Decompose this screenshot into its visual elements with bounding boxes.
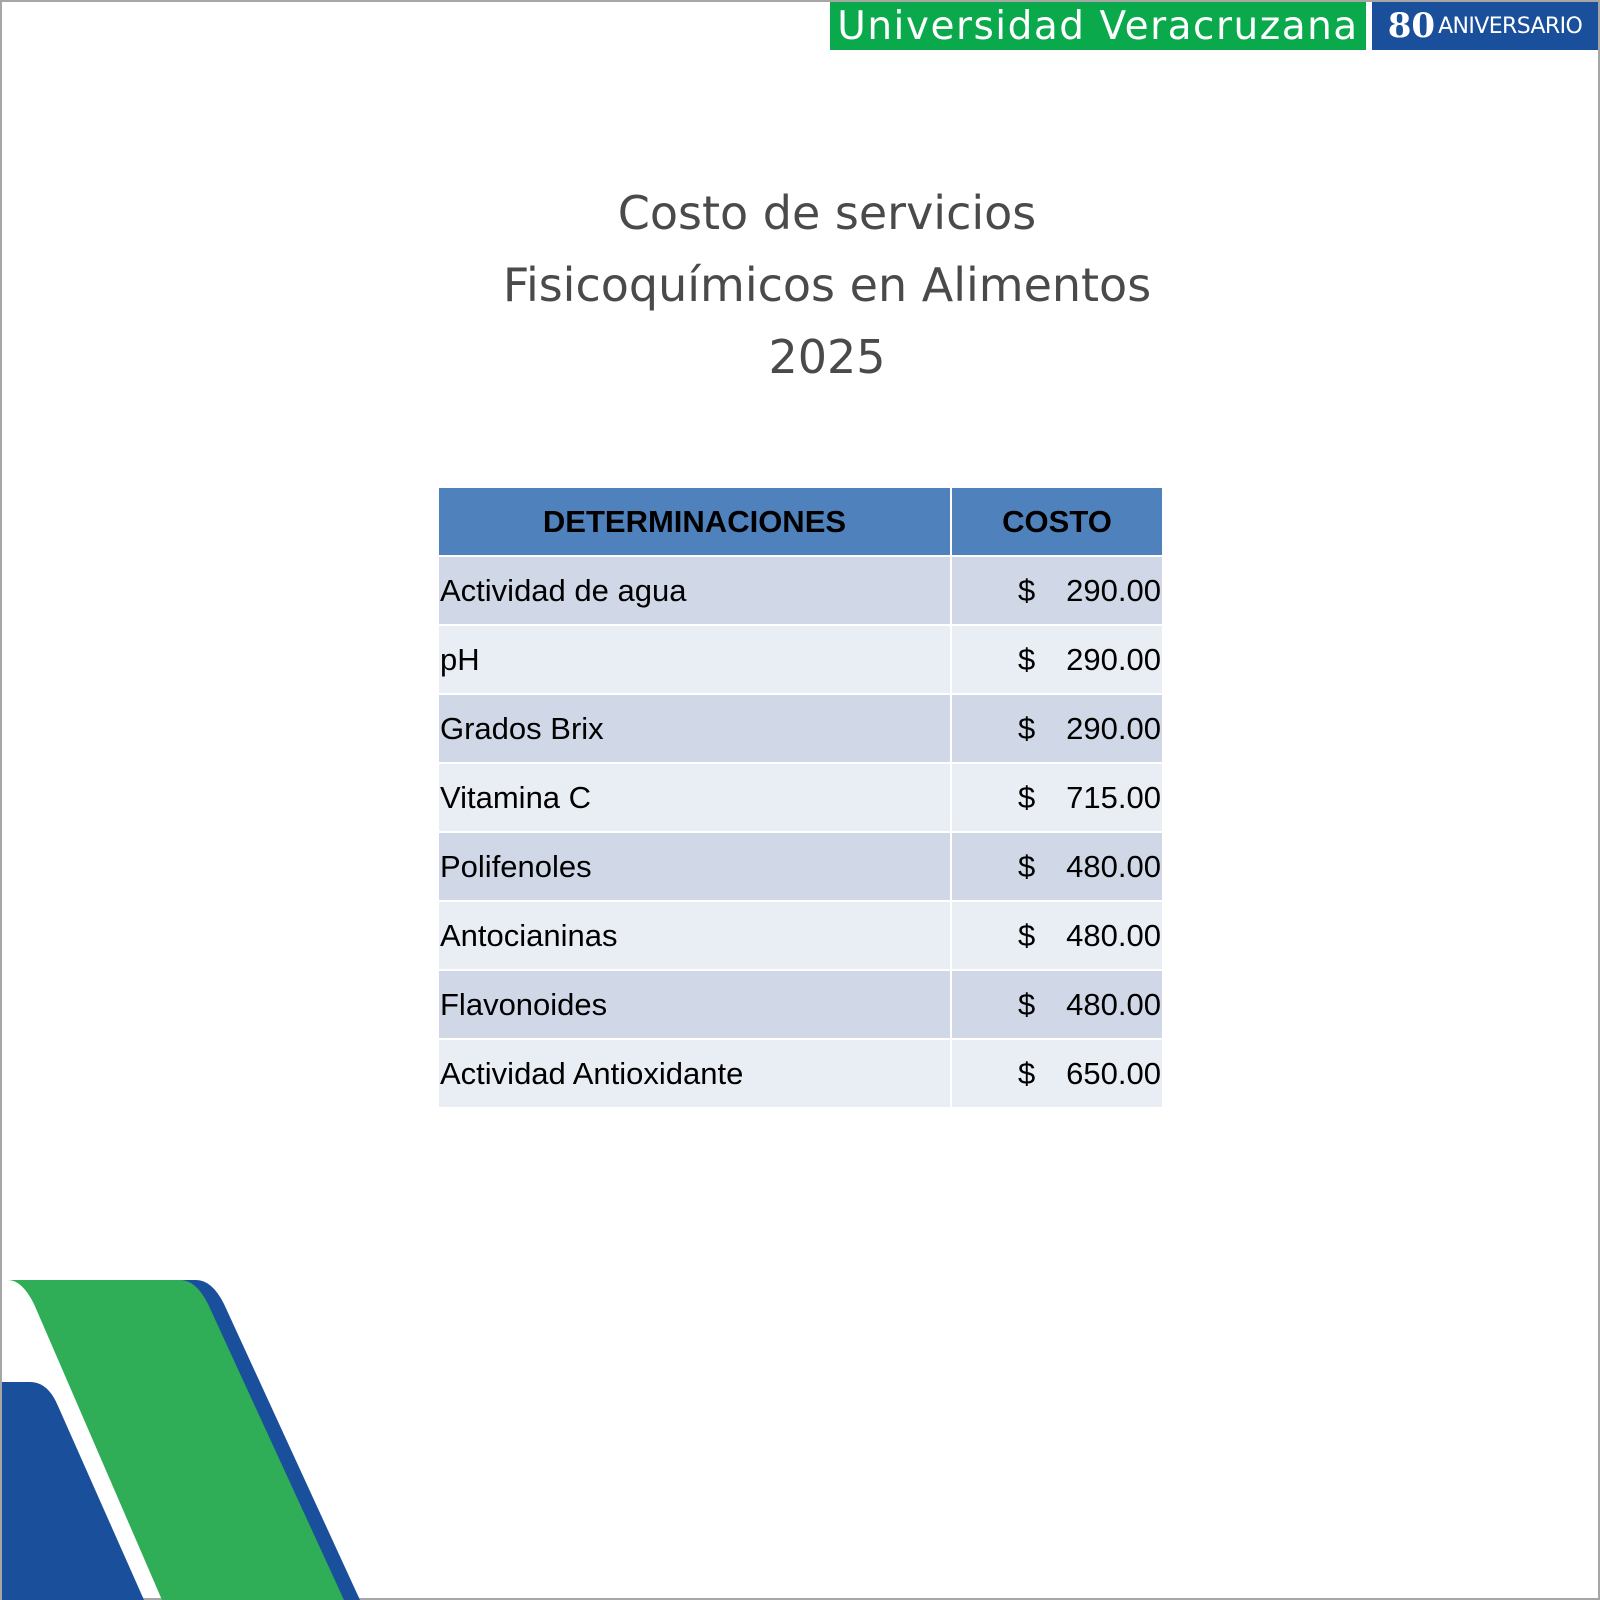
table-row — [439, 832, 1162, 901]
determinacion-cell: Antocianinas — [439, 901, 951, 970]
costo-cell — [951, 625, 1162, 694]
brand-swoosh-decoration — [0, 1280, 360, 1600]
table-row — [439, 1039, 1162, 1107]
table-row — [439, 694, 1162, 763]
costo-cell — [951, 832, 1162, 901]
table-row — [439, 556, 1162, 625]
currency-symbol: $ — [1018, 848, 1036, 884]
currency-symbol: $ — [1018, 1055, 1036, 1091]
column-header-costo: COSTO — [951, 488, 1162, 556]
cost-amount: 290.00 — [1066, 641, 1161, 677]
costo-cell — [951, 1039, 1162, 1107]
costo-cell — [951, 970, 1162, 1039]
cost-amount: 290.00 — [1066, 710, 1161, 746]
table-row — [439, 625, 1162, 694]
determinacion-cell: Actividad de agua — [439, 556, 951, 625]
cost-amount: 650.00 — [1066, 1055, 1161, 1091]
table-row — [439, 901, 1162, 970]
costo-cell — [951, 763, 1162, 832]
university-banner — [830, 2, 1598, 50]
table-body — [439, 556, 1162, 1107]
costo-cell — [951, 694, 1162, 763]
table-row — [439, 763, 1162, 832]
university-name: Universidad Veracruzana — [830, 2, 1366, 50]
anniversary-number: 80 — [1387, 6, 1436, 46]
price-table — [439, 488, 1162, 1107]
currency-symbol: $ — [1018, 710, 1036, 746]
anniversary-word: ANIVERSARIO — [1438, 13, 1583, 39]
currency-symbol: $ — [1018, 917, 1036, 953]
determinacion-cell: Vitamina C — [439, 763, 951, 832]
costo-cell — [951, 556, 1162, 625]
cost-amount: 290.00 — [1066, 572, 1161, 608]
table-row — [439, 970, 1162, 1039]
currency-symbol: $ — [1018, 779, 1036, 815]
title-line-2: Fisicoquímicos en Alimentos — [502, 258, 1152, 312]
currency-symbol: $ — [1018, 641, 1036, 677]
title-line-3: 2025 — [768, 330, 886, 384]
cost-amount: 715.00 — [1066, 779, 1161, 815]
currency-symbol: $ — [1018, 572, 1036, 608]
costo-cell — [951, 901, 1162, 970]
cost-amount: 480.00 — [1066, 917, 1161, 953]
cost-amount: 480.00 — [1066, 848, 1161, 884]
anniversary-badge — [1372, 2, 1598, 50]
determinacion-cell: Flavonoides — [439, 970, 951, 1039]
title-line-1: Costo de servicios — [617, 186, 1037, 240]
column-header-determinaciones: DETERMINACIONES — [439, 488, 951, 556]
table-header-row — [439, 488, 1162, 556]
determinacion-cell: Grados Brix — [439, 694, 951, 763]
page-title — [0, 177, 1600, 393]
determinacion-cell: pH — [439, 625, 951, 694]
determinacion-cell: Actividad Antioxidante — [439, 1039, 951, 1107]
cost-amount: 480.00 — [1066, 986, 1161, 1022]
currency-symbol: $ — [1018, 986, 1036, 1022]
determinacion-cell: Polifenoles — [439, 832, 951, 901]
